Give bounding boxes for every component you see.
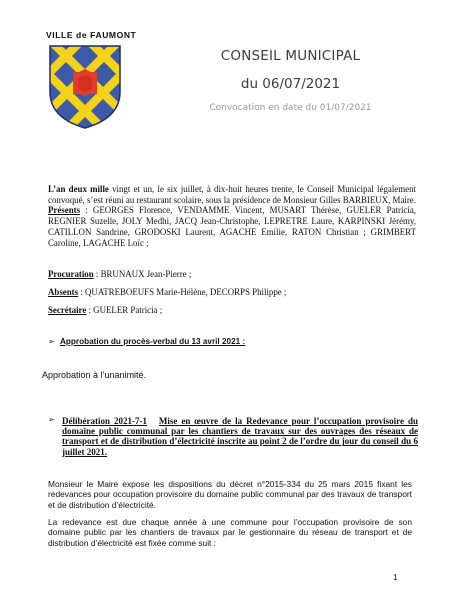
coat-of-arms-logo: [48, 44, 122, 130]
presents-names: : GEORGES Florence, VENDAMME Vincent, MUSART Thérèse, GUELER Patricia, REGNIER Suzelle, JOLY Medhi, JACQ Jean-Christophe, LEPRETRE Laure, KARPINSKI Jérémy, CATILLON Sandrine, GRODOSKI Laurent, AGACHE Emilie, RATON Christian ; GRIMBERT Caroline, LAGACHE Loïc ;: [48, 205, 416, 248]
presents-line: [48, 205, 416, 248]
agenda-item-1: [48, 337, 245, 348]
procuration-label: Procuration: [48, 269, 94, 279]
deliberation-title: Mise en œuvre de la Redevance pour l’occupation provisoire du domaine public communal par les chantiers de travaux sur des ouvrages des réseaux de transport et de distribution d’électricité inscrite au point 2 de l’ordre du jour du conseil du 6 juillet 2021.: [62, 416, 418, 457]
convocation-date: Convocation en date du 01/07/2021: [209, 103, 372, 113]
secretaire-name: : GUELER Patricia ;: [86, 305, 163, 315]
agenda-item-1-title: Approbation du procès-verbal du 13 avril 2021 :: [60, 337, 246, 346]
town-header: [46, 30, 150, 130]
absents-label: Absents: [48, 287, 79, 297]
procuration-names: : BRUNAUX Jean-Pierre ;: [93, 269, 192, 279]
meeting-date: du 06/07/2021: [240, 76, 341, 92]
arrow-bullet-icon: ➢: [48, 337, 55, 346]
approval-result: Approbation à l’unanimité.: [42, 370, 147, 380]
absents-line: [48, 287, 416, 298]
arrow-bullet-icon: ➢: [48, 415, 55, 424]
secretaire-label: Secrétaire: [48, 305, 87, 315]
intro-lead: L’an deux mille: [48, 184, 109, 194]
paragraph-decree: Monsieur le Maire expose les dispositions du décret n°2015-334 du 25 mars 2015 fixant les redevances pour occupation provisoire du domaine public communal par des travaux de transport et de distribution d’électricité.: [48, 479, 412, 510]
presents-label: Présents: [48, 205, 81, 216]
town-name: VILLE de FAUMONT: [46, 30, 137, 40]
page-number: 1: [393, 573, 398, 582]
paragraph-redevance: La redevance est due chaque année à une commune pour l’occupation provisoire de son domaine public par les chantiers de travaux par le gestionnaire du réseau de transport et de distribution d’électricité est fixée comme suit :: [48, 517, 412, 548]
meeting-title: CONSEIL MUNICIPAL: [220, 48, 361, 64]
meeting-header: [198, 48, 383, 113]
deliberation-label: Délibération 2021-7-1: [62, 416, 147, 426]
deliberation-heading: [62, 416, 418, 457]
secretaire-line: [48, 305, 416, 316]
absents-names: : QUATREBOEUFS Marie-Hélène, DECORPS Philippe ;: [78, 287, 287, 297]
intro-text: vingt et un, le six juillet, à dix-huit heures trente, le Conseil Municipal légalement convoqué, s’est réuni au restaurant scolaire, sous la présidence de Monsieur Gilles BARBIEUX, Maire.: [48, 184, 416, 205]
procuration-line: [48, 269, 416, 280]
intro-paragraph: [48, 184, 416, 248]
